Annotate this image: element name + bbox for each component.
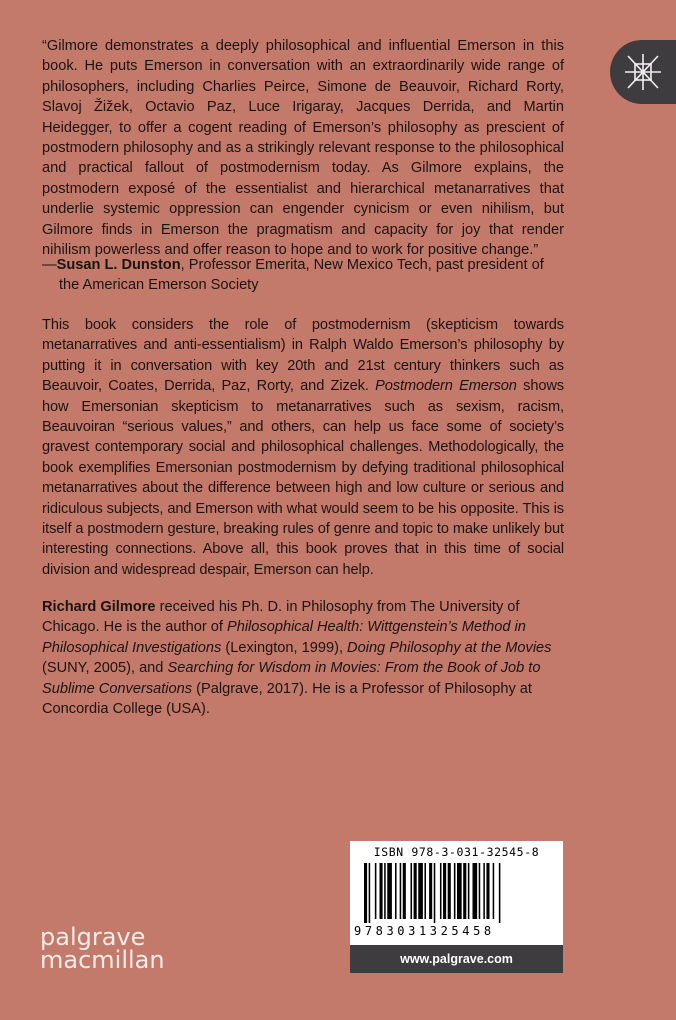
network-icon bbox=[624, 52, 662, 92]
barcode-bar bbox=[384, 863, 386, 919]
barcode-bar bbox=[463, 863, 466, 919]
isbn-label: ISBN 978-3-031-32545-8 bbox=[373, 845, 540, 859]
quote-author: Susan L. Dunston bbox=[56, 257, 181, 273]
logo-line-palgrave: palgrave bbox=[40, 923, 146, 951]
quote-author-detail: , Professor Emerita, New Mexico Tech, past president of bbox=[180, 257, 544, 273]
barcode-area bbox=[350, 841, 563, 945]
barcode-bar bbox=[486, 863, 489, 919]
barcode-bar bbox=[395, 863, 397, 919]
bio-text-4: (Palgrave, 2017). He is a Professor of Philosophy at Concordia College (USA). bbox=[42, 680, 532, 718]
quote-text: “Gilmore demonstrates a deeply philosophical and influential Emerson in this book. He puts Emerson in conversation with an extraordinarily wide range of philosophers, including Charlies Peirce, Simone de Beauvoir, Richard Rorty, Slavoj Žižek, Octavio Paz, Luce Irigaray, Jacques Derrida, and Martin Heidegger, to offer a cogent reading of Emerson’s philosophy as prescient of postmodern philosophy and as a strikingly relevant response to the philosophical and practical fallout of postmodernism today. As Gilmore explains, the postmodern exposé of the essentialist and hierarchical metanarratives that underlie systemic oppression can engender cynicism or even nihilism, but Gilmore finds in Emerson the pragmatism and capacity for joy that render nihilism powerless and offer reason to hope and to work for positive change.” bbox=[42, 38, 564, 259]
barcode-bar bbox=[440, 863, 442, 919]
quote-author-detail-cont: the American Emerson Society bbox=[59, 277, 259, 294]
quote-attribution bbox=[42, 255, 564, 296]
barcode-bar bbox=[457, 863, 462, 919]
bio-text-2: (Lexington, 1999), bbox=[221, 639, 348, 656]
barcode-bar bbox=[364, 863, 367, 923]
barcode-panel bbox=[350, 841, 563, 973]
barcode-bar bbox=[473, 863, 478, 919]
barcode-bar bbox=[387, 863, 392, 919]
barcode-bar bbox=[493, 863, 495, 919]
barcode-bar bbox=[424, 863, 426, 919]
barcode-bar bbox=[418, 863, 423, 919]
endorsement-quote bbox=[42, 36, 564, 260]
logo-line-macmillan: macmillan bbox=[40, 946, 165, 974]
barcode-bar bbox=[380, 863, 383, 919]
barcode-bar bbox=[429, 863, 432, 919]
barcode-bar bbox=[400, 863, 402, 919]
barcode-bar bbox=[414, 863, 417, 919]
barcode-bars bbox=[364, 863, 550, 923]
barcode-bar bbox=[454, 863, 456, 919]
blurb-part2: shows how Emersonian skepticism to metanarratives such as sexism, racism, Beauvoiran “serious values,” and others, can help us face some of society’s gravest contemporary social and philosophical challenges. Methodologically, the book exemplifies Emersonian postmodernism by defying traditional philosophical metanarratives about the difference between high and low culture or serious and ridiculous subjects, and Emerson with what would seem to be his opposite. This is itself a postmodern gesture, breaking rules of genre and topic to make unlikely but interesting connections. Above all, this book proves that in this time of social division and widespread despair, Emerson can help. bbox=[42, 378, 564, 578]
blurb-book-title: Postmodern Emerson bbox=[375, 378, 517, 395]
bio-text-1: received his Ph. D. in Philosophy from The University of Chicago. He is the author of bbox=[42, 599, 520, 636]
barcode-bar bbox=[479, 863, 481, 919]
bio-author-name: Richard Gilmore bbox=[42, 599, 156, 615]
publisher-logo bbox=[40, 923, 165, 974]
barcode-number: 9783031325458 bbox=[354, 924, 495, 938]
barcode-bar bbox=[411, 863, 413, 919]
bio-book-3: Searching for Wisdom in Movies: From the Book of Job to Sublime Conversations bbox=[42, 660, 541, 697]
barcode-bar bbox=[468, 863, 470, 919]
barcode-bar bbox=[403, 863, 406, 919]
barcode-bar bbox=[434, 863, 436, 923]
barcode-bar bbox=[483, 863, 485, 919]
bio-text-3: (SUNY, 2005), and bbox=[42, 660, 168, 677]
blurb-part1: This book considers the role of postmodernism (skepticism towards metanarratives and anti-essentialism) in Ralph Waldo Emerson’s philosophy by putting it in conversation with key 20th and 21st century thinkers such as Beauvoir, Coates, Derrida, Paz, Rorty, and Zizek. bbox=[42, 317, 564, 395]
bio-book-1: Philosophical Health: Wittgenstein’s Method in Philosophical Investigations bbox=[42, 619, 526, 656]
barcode-bar bbox=[448, 863, 451, 919]
barcode-bar bbox=[375, 863, 377, 919]
publisher-website: www.palgrave.com bbox=[350, 945, 563, 973]
barcode-bar bbox=[443, 863, 446, 919]
book-description bbox=[42, 315, 564, 580]
author-bio bbox=[42, 597, 564, 719]
barcode-bar bbox=[369, 863, 371, 923]
quote-dash: — bbox=[42, 257, 57, 273]
barcode-bar bbox=[499, 863, 501, 923]
springer-badge bbox=[610, 40, 676, 104]
bio-book-2: Doing Philosophy at the Movies bbox=[347, 639, 552, 656]
